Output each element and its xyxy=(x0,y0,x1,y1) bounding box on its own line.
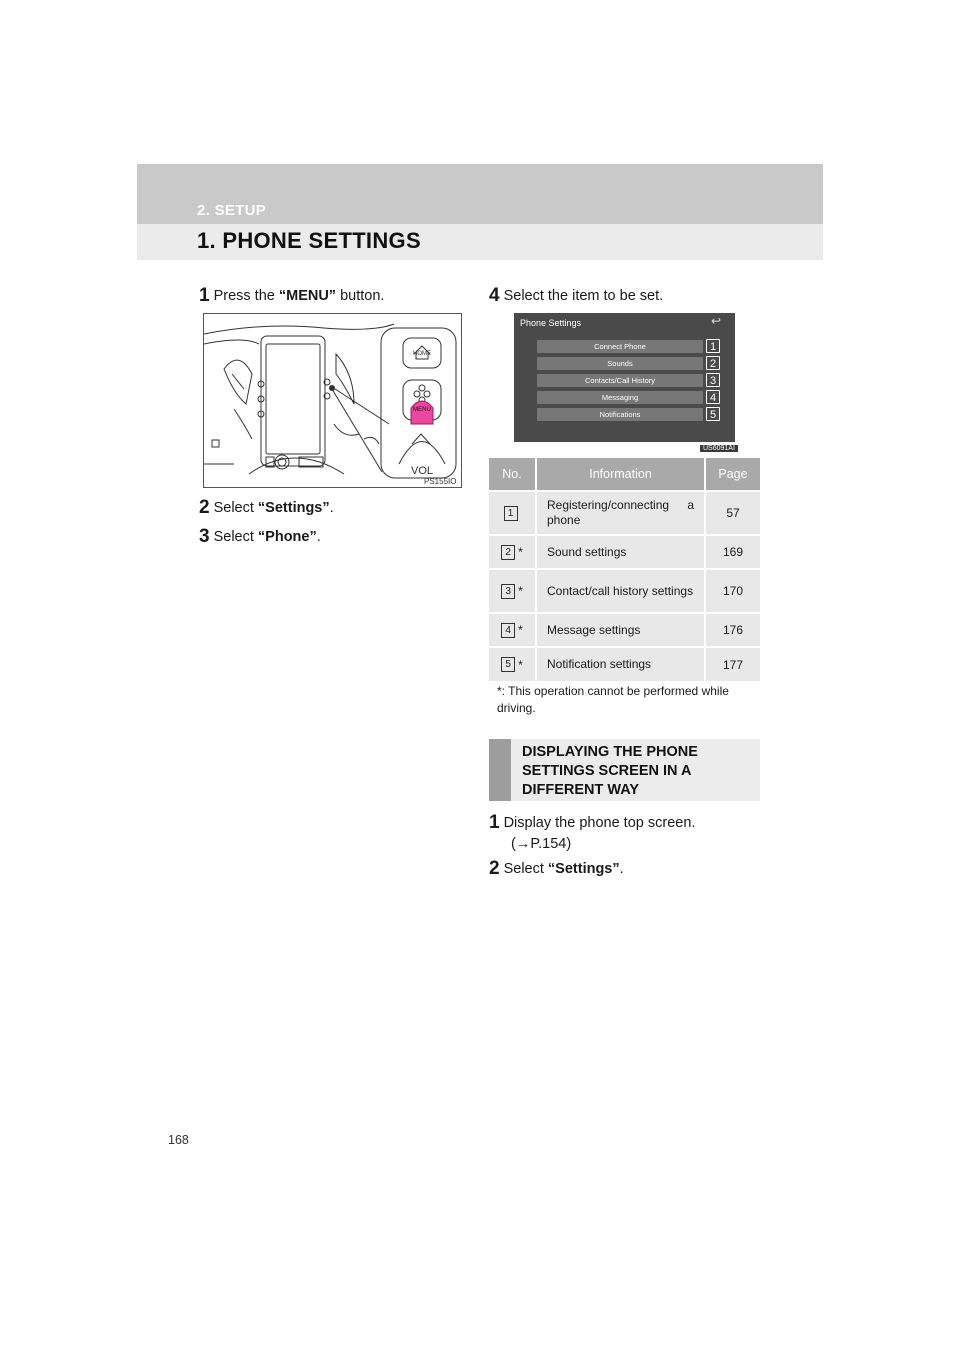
step-keyword: “Phone” xyxy=(257,529,317,545)
callout-number: 4 xyxy=(706,390,720,404)
step-text: Select xyxy=(213,529,258,545)
number-box: 1 xyxy=(504,506,518,521)
number-box: 4 xyxy=(501,623,515,638)
table-row xyxy=(489,569,760,613)
info-cell: Contact/call history settings xyxy=(536,569,705,613)
figure-code: US6091AI xyxy=(700,445,738,452)
table-row xyxy=(489,535,760,569)
info-cell: Notification settings xyxy=(536,647,705,681)
step-text: Press the xyxy=(213,288,279,304)
table-row xyxy=(489,613,760,647)
number-box: 3 xyxy=(501,584,515,599)
step-text: Display the phone top screen. xyxy=(503,815,696,831)
info-cell: Registering/connecting a phone xyxy=(536,491,705,535)
step-number: 1 xyxy=(199,285,210,306)
contacts-call-history-button: Contacts/Call History xyxy=(537,374,703,387)
number-box: 5 xyxy=(501,657,515,672)
info-cell: Message settings xyxy=(536,613,705,647)
callout-number: 1 xyxy=(706,339,720,353)
callout-number: 3 xyxy=(706,373,720,387)
step-keyword: “MENU” xyxy=(278,288,337,304)
connect-phone-button: Connect Phone xyxy=(537,340,703,353)
page-cell: 177 xyxy=(705,647,760,681)
step-text: Select xyxy=(213,500,258,516)
page-cell: 169 xyxy=(705,535,760,569)
section-label: 2. SETUP xyxy=(197,202,267,219)
dashboard-illustration xyxy=(203,313,462,488)
row-number-cell xyxy=(489,647,536,681)
step-text: Select xyxy=(503,861,548,877)
page-number: 168 xyxy=(168,1133,189,1147)
col-header-information: Information xyxy=(536,458,705,491)
page-title: 1. PHONE SETTINGS xyxy=(197,228,421,253)
step-text: button. xyxy=(336,288,385,304)
step-4 xyxy=(489,285,663,307)
asterisk: * xyxy=(518,623,523,638)
sounds-button: Sounds xyxy=(537,357,703,370)
table-row xyxy=(489,647,760,681)
settings-table xyxy=(489,458,760,681)
step-text: . xyxy=(329,500,334,516)
col-header-no: No. xyxy=(489,458,536,491)
col-header-page: Page xyxy=(705,458,760,491)
step-text: . xyxy=(619,861,624,877)
step-3 xyxy=(199,526,321,548)
vol-label: VOL xyxy=(410,465,434,477)
asterisk: * xyxy=(518,545,523,560)
step-number: 3 xyxy=(199,526,210,547)
subheading-title: DISPLAYING THE PHONE SETTINGS SCREEN IN A DIFFERENT WAY xyxy=(522,744,698,798)
table-header-row xyxy=(489,458,760,491)
step-number: 4 xyxy=(489,285,500,306)
page-cell: 57 xyxy=(705,491,760,535)
step-number: 2 xyxy=(489,858,500,879)
messaging-button: Messaging xyxy=(537,391,703,404)
step-keyword: “Settings” xyxy=(257,500,330,516)
step-text: . xyxy=(316,529,321,545)
row-number-cell xyxy=(489,491,536,535)
back-icon: ↩ xyxy=(711,314,722,328)
row-number-cell xyxy=(489,535,536,569)
figure-code: PS155IO xyxy=(424,477,457,486)
dashboard-drawing xyxy=(204,314,461,487)
menu-label: MENU xyxy=(413,407,431,413)
step-1 xyxy=(199,285,384,307)
page-cell: 170 xyxy=(705,569,760,613)
indicator-dot xyxy=(329,385,335,391)
step-number: 1 xyxy=(489,812,500,833)
notifications-button: Notifications xyxy=(537,408,703,421)
asterisk: * xyxy=(518,584,523,599)
page-cell: 176 xyxy=(705,613,760,647)
alt-step-2 xyxy=(489,858,624,880)
alt-step-1-ref: (→P.154) xyxy=(511,836,572,852)
table-row xyxy=(489,491,760,535)
callout-number: 2 xyxy=(706,356,720,370)
home-label: HOME xyxy=(413,351,431,357)
footnote: *: This operation cannot be performed while driving. xyxy=(497,684,729,715)
alt-step-1 xyxy=(489,812,695,834)
subheading-bar xyxy=(489,739,511,801)
row-number-cell xyxy=(489,569,536,613)
number-box: 2 xyxy=(501,545,515,560)
step-keyword: “Settings” xyxy=(547,861,620,877)
info-cell: Sound settings xyxy=(536,535,705,569)
step-text: Select the item to be set. xyxy=(503,288,664,304)
screen-title: Phone Settings xyxy=(520,318,582,328)
asterisk: * xyxy=(518,657,523,672)
step-2 xyxy=(199,497,334,519)
step-number: 2 xyxy=(199,497,210,518)
callout-number: 5 xyxy=(706,407,720,421)
row-number-cell xyxy=(489,613,536,647)
